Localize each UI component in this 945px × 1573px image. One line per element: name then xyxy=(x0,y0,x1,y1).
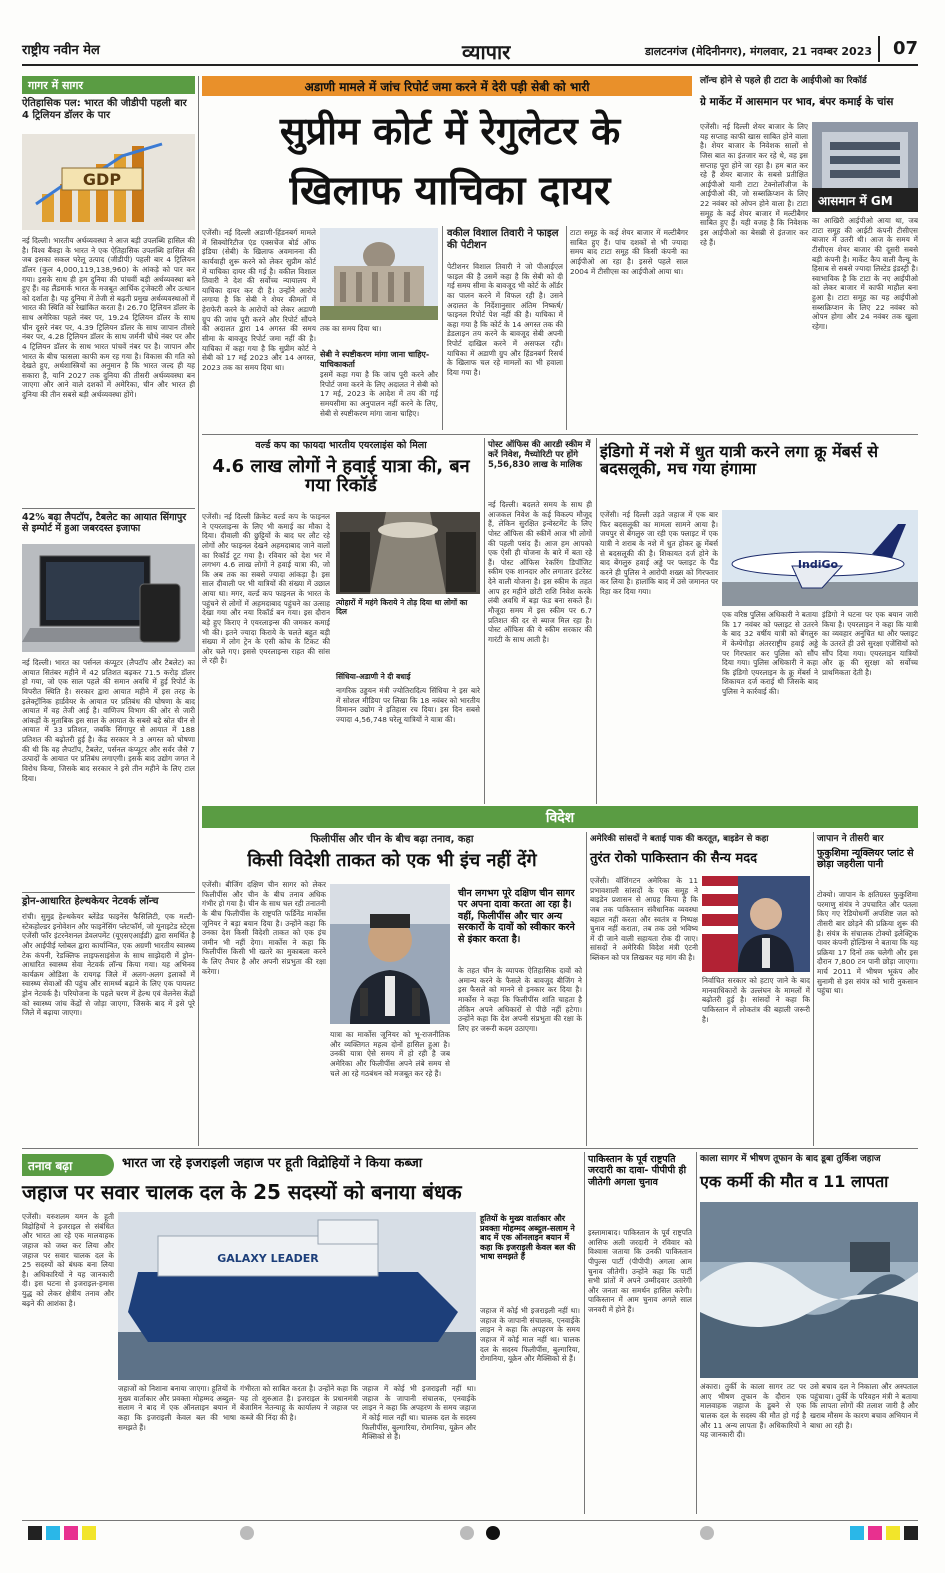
divider xyxy=(202,434,918,435)
turkey-kicker: काला सागर में भीषण तूफान के बाद डूबा तुर्किश जहाज xyxy=(700,1154,881,1164)
laptop-headline: 42% बढ़ा लैपटॉप, टैबलेट का आयात सिंगापुर से इम्पोर्ट में हुआ जबरदस्त इजाफा xyxy=(22,512,187,535)
column-rule xyxy=(442,226,443,430)
ph-kicker: फिलीपींस और चीन के बीच बढ़ा तनाव, कहा xyxy=(310,834,474,845)
wc-body-2: नागरिक उड्डयन मंत्री ज्योतिरादित्य सिंधिया ने इस बारे में सोशल मीडिया पर लिखा कि 18 नवंबर को भारतीय विमानन उद्योग ने इतिहास रच दिया। इस दिन सबसे ज्यादा 4,56,748 घरेलू यात्रियों ने यात्रा की। xyxy=(336,686,480,724)
page-number: 07 xyxy=(878,36,918,62)
pak-poll-headline: पाकिस्तान के पूर्व राष्ट्रपति जरदारी का दावा- पीपीपी ही जीतेगी अगला चुनाव xyxy=(588,1154,687,1188)
section-title: व्यापार xyxy=(462,40,511,64)
ship-headline: जहाज पर सवार चालक दल के 25 सदस्यों को बनाया बंधक xyxy=(22,1180,462,1204)
section-band-videsh: विदेश xyxy=(202,806,918,828)
divider xyxy=(22,892,195,893)
pak-poll-body: इस्लामाबाद। पाकिस्तान के पूर्व राष्ट्रपति आसिफ अली जरदारी ने रविवार को विश्वास जताया कि उनकी पाकिस्तान पीपुल्स पार्टी (पीपीपी) अगला आम चुनाव जीतेगी। उन्होंने कहा कि पार्टी सभी प्रांतों में अपने उम्मीदवार उतारेगी और जनता का समर्थन हासिल करेगी। पाकिस्तान में आम चुनाव अगले साल जनवरी में होने हैं। xyxy=(588,1228,692,1314)
top-story-kicker: अडाणी मामले में जांच रिपोर्ट जमा करने में देरी पड़ी सेबी को भारी xyxy=(202,76,692,96)
ph-headline: किसी विदेशी ताकत को एक भी इंच नहीं देंगे xyxy=(247,850,537,871)
ship-body-d: जहाज में कोई भी इजराइली नहीं था। जहाज के जापानी संचालक, एनवाईके लाइन ने कहा कि अपहरण के समय जहाज में कोई माल नहीं था। चालक दल के सदस्य फिलीपींस, बुल्गारिया, रोमानिया, यूक्रेन और मैक्सिको से हैं। xyxy=(362,1384,476,1442)
petition-box-body: पेटीशनर विशाल तिवारी ने जो पीआईएल फाइल की है उसमें कहा है कि सेबी को दी गई समय सीमा के बावजूद भी कोर्ट के ऑर्डर का पालन करने में विफल रही है। उसने अदालत के निर्देशानुसार अंतिम निष्कर्ष/फाइनल रिपोर्ट पेश नहीं की है। याचिका में कहा गया है कि कोर्ट के 14 अगस्त तक की डेडलाइन तय करने के बावजूद सेबी अपनी रिपोर्ट दाखिल करने में असफल रही। याचिका में अडाणी ग्रुप और हिंडनबर्ग रिसर्च के खिलाफ चल रहे मामलों का भी हवाला दिया गया है। xyxy=(447,262,563,377)
gdp-body: नई दिल्ली। भारतीय अर्थव्यवस्था ने आज बड़ी उपलब्धि हासिल की है। विश्व बैंक्ड़ा के भारत ने एक ऐतिहासिक उपलब्धि हासिल की जब इसका सकल घरेलू उत्पाद (जीडीपी) पहली बार 4 ट्रिलियन डॉलर (कुल 4,000,119,138,960) के आंकड़े को पार कर गया। इसके साथ ही हम दुनिया की पांचवीं बड़ी अर्थव्यवस्था बने हुए हैं। वह लैंडमार्क भारत के मजबूत आर्थिक ट्रजेक्टरी और उत्थान को दर्शाता है। यह दुनिया में तेजी से बढ़ती प्रमुख अर्थव्यवस्थाओं में भारत की स्थिति को रेखांकित करता है। 26.70 ट्रिलियन डॉलर के साथ अमेरिका पहले नंबर पर, 19.24 ट्रिलियन डॉलर के साथ चीन दूसरे नंबर पर, 4.39 ट्रिलियन डॉलर के साथ जापान तीसरे नंबर पर, 4.28 ट्रिलियन डॉलर के साथ जर्मनी चौथे नंबर पर और 4 ट्रिलियन डॉलर के साथ भारत पांचवें नंबर पर है। जापान और भारत के बीच फासला काफी कम रह गया है। विकास की गति को देखते हुए, अर्थशास्त्रियों का अनुमान है कि भारत जल्द ही यह सकारा है, यानि 2027 तक दुनिया की तीसरी अर्थव्यवस्था बन जाएगा और आने वाले दशकों में अमेरिका, चीन और भारत ही दुनिया की तीन सबसे बड़ी अर्थव्यवस्था होंगे। xyxy=(22,236,195,399)
top-story-subhead: सेबी ने स्पष्टीकरण मांगा जाना चाहिए- याचिकाकर्ता xyxy=(320,350,430,369)
column-rule xyxy=(813,832,814,1146)
section-band-gagar: गागर में सागर xyxy=(22,76,195,94)
gdp-chart-illustration xyxy=(22,134,195,230)
tata-body-c: का आखिरी आईपीओ आया था, जब टाटा समूह की आईटी कंपनी टीसीएस बाजार में उतरी थी। आज के समय में टीसीएस शेयर बाजार की दूसरी सबसे बड़ी कंपनी है। मार्केट कैप वाली वैल्यू के हिसाब से सबसे ज्यादा लिस्टेड इंडस्ट्री है। स्वाभाविक है कि टाटा के नए आईपीओ को लेकर बाजार में काफी माहौल बना हुआ है। टाटा समूह का यह आईपीओ सब्सक्रिप्शन के लिए 22 नवंबर को ओपन होगा और 24 नवंबर तक खुला रहेगा। xyxy=(812,216,918,331)
pak-headline: तुरंत रोको पाकिस्तान की सैन्य मदद xyxy=(590,851,758,866)
portrait-illustration xyxy=(330,884,450,1024)
date-line: डालटनगंज (मेदिनीनगर), मंगलवार, 21 नवम्बर 2023 xyxy=(645,45,872,58)
divider xyxy=(22,508,195,509)
petition-box-title: वकील विशाल तिवारी ने फाइल की पेटीशन xyxy=(447,228,559,251)
gdp-photo xyxy=(22,134,195,230)
wc-body: एजेंसी। नई दिल्ली क्रिकेट वर्ल्ड कप के फाइनल ने एयरलाइन्स के लिए भी कमाई का मौका दे दिया। दीवाली की छुट्टियों के बाद घर लौट रहे लोगों और फाइनल देखने अहमदाबाद जाने वालों का रिकॉर्ड टूट गया है। रविवार को देश भर में लगभग 4.6 लाख लोगों ने हवाई यात्रा की, जो कि अब तक का सबसे ज्यादा आंकड़ा है। इस साल दीवाली पर भी यात्रियों की संख्या में उछाल आया था। मगर, वर्ल्ड कप फाइनल के भारत के पहुंचने से लोगों में अहमदाबाद पहुंचने का उत्साह देखा गया और नया रिकॉर्ड बन गया। इस दौरान बड़े हुए किराए ने एयरलाइन्स की जमकर कमाई भी की। इतने ज्यादा किराये के चलते बहुत बड़ी संख्या में लोग ट्रेन के एसी कोच के टिकट की ओर चले गए। इससे एयरलाइन्स राहत की सांस ले रही है। xyxy=(202,512,330,666)
ship-body-a: एजेंसी। यरुशलम यमन के हूती विद्रोहियों ने इजराइल से संबंधित और भारत आ रहे एक मालवाहक जहाज को जब्त कर लिया और जहाज पर सवार चालक दल के 25 सदस्यों को बंधक बना लिया है। अधिकारियों ने यह जानकारी दी। इस घटना से इजराइल-हमास युद्ध को लेकर क्षेत्रीय तनाव और बढ़ने की आशंका है। xyxy=(22,1212,114,1308)
top-story-headline-1: सुप्रीम कोर्ट में रेगुलेटर के xyxy=(279,109,621,153)
registration-dot xyxy=(240,1526,254,1540)
registration-dot xyxy=(486,1526,500,1540)
column-rule xyxy=(696,1152,697,1514)
tata-kicker: लॉन्च होने से पहले ही टाटा के आईपीओ का रिकॉर्ड xyxy=(700,76,867,86)
storm-photo xyxy=(700,1202,918,1378)
indigo-body-b: एक वरिष्ठ पुलिस अधिकारी ने बताया कि 17 नवंबर को फ्लाइट से उतरने के बाद 32 वर्षीय यात्री को बेंगलुरु में केम्पेगौड़ा अंतरराष्ट्रीय हवाई अड्डे पर गिरफ्तार कर पुलिस को सौंप दिया गया। पुलिस अधिकारी ने कहा कि इंडिगो एयरलाइन के क्रू मेंबर्स ने शिकायत दर्ज कराई थी जिसके बाद पुलिस ने कार्रवाई की। xyxy=(722,610,818,696)
color-registration-mark xyxy=(850,1526,864,1540)
po-body: नई दिल्ली। बदलते समय के साथ ही आजकल निवेश के कई विकल्प मौजूद हैं, लेकिन सुरक्षित इन्वेस्टमेंट के लिए पोस्ट ऑफिस की स्कीमें आज भी लोगों की पहली पसंद हैं। आज हम आपको एक ऐसी ही योजना के बारे में बता रहे हैं। पोस्ट ऑफिस रेकरिंग डिपॉजिट स्कीम एक शानदार और लगातार इंटरेस्ट देने वाली योजना है। इस स्कीम के तहत आप हर महीने छोटी राशि निवेश करके लंबी अवधि में बड़ा फंड बना सकते हैं। मौजूदा समय में इस स्कीम पर 6.7 प्रतिशत की दर से ब्याज मिल रहा है। पोस्ट ऑफिस की ये स्कीम सरकार की गारंटी के साथ आती है। xyxy=(488,500,592,644)
indigo-plane-photo xyxy=(722,510,918,606)
column-rule xyxy=(484,438,485,804)
registration-dot xyxy=(460,1526,474,1540)
color-registration-mark xyxy=(904,1526,918,1540)
top-story-body-b: इसमें कहा गया है कि जांच पूरी करने और रिपोर्ट जमा करने के लिए अदालत ने सेबी को 17 मई, 2023 के आदेश में तय की गई समयसीमा का अनुपालन नहीं करने के लिए, सेबी से स्पष्टीकरण मांगा जाना चाहिए। xyxy=(320,370,438,418)
color-registration-mark xyxy=(28,1526,42,1540)
gdp-headline: ऐतिहासिक पल: भारत की जीडीपी पहली बार 4 ट्रिलियन डॉलर के पार xyxy=(22,98,187,121)
color-registration-mark xyxy=(64,1526,78,1540)
turkey-body-b: उसे बचाव दल ने निकाला और अस्पताल पहुंचाया। तुर्की के परिवहन मंत्री ने बताया कि लापता लोगों की तलाश जारी है और खराब मौसम के कारण बचाव अभियान में बाधा आ रही है। xyxy=(810,1382,918,1430)
ship-body-b: जहाजों को निशाना बनाया जाएगा। हूतियों के मुख्य वार्ताकार और प्रवक्ता मोहम्मद अब्दुल-सलाम ने बाद में एक ऑनलाइन बयान में कहा कि इजराइली केवल बल की भाषा समझते हैं। xyxy=(118,1384,236,1432)
registration-dot xyxy=(700,1526,714,1540)
color-registration-mark xyxy=(868,1526,882,1540)
wc-headline: 4.6 लाख लोगों ने हवाई यात्रा की, बन गया रिकॉर्ड xyxy=(212,456,470,496)
ph-body-c: के तहत चीन के व्यापक ऐतिहासिक दावों को अमान्य करने के फैसले के बावजूद बीजिंग ने इस फैसले को मानने से इनकार कर दिया है। मार्कोस ने कहा कि फिलीपींस शांति चाहता है लेकिन अपने अधिकारों से पीछे नहीं हटेगा। उन्होंने कहा कि देश अपनी संप्रभुता की रक्षा के लिए हर जरूरी कदम उठाएगा। xyxy=(458,966,582,1033)
aircraft-illustration xyxy=(722,510,918,606)
drone-headline: ड्रोन-आधारित हेल्थकेयर नेटवर्क लॉन्च xyxy=(22,896,159,907)
color-registration-mark xyxy=(46,1526,60,1540)
top-story-headline-2: खिलाफ याचिका दायर xyxy=(289,168,611,214)
ship-tag: तनाव बढ़ा xyxy=(22,1154,114,1176)
japan-headline: फुकुशिमा न्यूक्लियर प्लांट से छोड़ा जहरीला पानी xyxy=(817,848,914,871)
court-caption: तक का समय दिया था। xyxy=(320,324,382,333)
column-rule xyxy=(586,832,587,1146)
column-rule xyxy=(596,438,597,804)
ph-body-a: एजेंसी। बीजिंग दक्षिण चीन सागर को लेकर फिलीपींस और चीन के बीच तनाव अधिक गंभीर हो गया है। चीन के साथ चल रही तनातनी के बीच फिलीपींस के राष्ट्रपति फर्डिनेंड मार्कोस जूनियर ने बड़ा बयान दिया है। उन्होंने कहा कि उनका देश किसी विदेशी ताकत को एक इंच जमीन भी नहीं देगा। मार्कोस ने कहा कि फिलीपींस किसी भी खतरे का मुकाबला करने के लिए तैयार है और अपनी संप्रभुता की रक्षा करेगा। xyxy=(202,880,326,976)
ship-pullquote: हूतियों के मुख्य वार्ताकार और प्रवक्ता मोहम्मद अब्दुल-सलाम ने बाद में एक ऑनलाइन बयान में कहा कि इजराइली केवल बल की भाषा समझते हैं xyxy=(480,1214,576,1262)
column-rule xyxy=(584,1152,585,1514)
turkey-body-a: अंकारा। तुर्की के काला सागर तट पर आए भीषण तूफान के दौरान एक मालवाहक जहाज के डूबने से एक चालक दल के सदस्य की मौत हो गई है और 11 अन्य लापता हैं। अधिकारियों ने यह जानकारी दी। xyxy=(700,1382,806,1440)
storm-wave-illustration xyxy=(700,1202,918,1378)
ph-body-b: यात्रा का मार्कोस जूनियर को भू-राजनीतिक और व्यक्तिगत महत्व दोनों हासिल हुआ है। उनकी यात्रा ऐसे समय में हो रही है जब अमेरिका और फिलीपींस अपने लंबे समय से चले आ रहे गठबंधन को मजबूत कर रहे हैं। xyxy=(330,1030,450,1078)
laptop-illustration xyxy=(22,544,195,652)
wc-kicker: वर्ल्ड कप का फायदा भारतीय एयरलाइंस को मिला xyxy=(255,440,427,451)
pak-body: एजेंसी। वॉशिंगटन अमेरिका के 11 प्रभावशाली सांसदों के एक समूह ने बाइडेन प्रशासन से आग्रह किया है कि जब तक पाकिस्तान संवैधानिक व्यवस्था बहाल नहीं करता और स्वतंत्र व निष्पक्ष चुनाव नहीं कराता, तब तक उसे भविष्य में दी जाने वाली सहायता रोक दी जाए। सांसदों ने अमेरिकी विदेश मंत्री एंटनी ब्लिंकन को पत्र लिखकर यह मांग की है। xyxy=(590,876,698,962)
supreme-court-illustration xyxy=(320,228,438,320)
divider xyxy=(22,1148,918,1149)
tata-headline: ग्रे मार्केट में आसमान पर भाव, बंपर कमाई के चांस xyxy=(700,96,894,108)
column-rule xyxy=(566,226,567,430)
masthead xyxy=(22,36,918,66)
ship-body-c: गंभीरता को साबित करता है। उन्होंने कहा कि यह तो शुरुआत है। इजराइल के प्रधानमंत्री बेंजामिन नेतन्याहू के कार्यालय ने जहाज पर कब्जे की निंदा की है। xyxy=(240,1384,358,1422)
ship-kicker: भारत जा रहे इजराइली जहाज पर हूती विद्रोहियों ने किया कब्जा xyxy=(122,1156,423,1171)
paper-name: राष्ट्रीय नवीन मेल xyxy=(22,43,100,58)
tata-body-a: एजेंसी। नई दिल्ली शेयर बाजार के लिए यह सप्ताह काफी खास साबित होने वाला है। शेयर बाजार के निवेशक सालों से जिस बात का इंतजार कर रहे थे, वह इस सप्ताह पूरा होने जा रहा है। हम बात कर रहे हैं शेयर बाजार के सबसे प्रतीक्षित आईपीओ यानी टाटा टेक्नोलॉजीज के आईपीओ की, जो सब्सक्रिप्शन के लिए 22 नवंबर को ओपन होने वाला है। टाटा समूह के कई शेयर बाजार में मल्टीबैगर साबित हुए हैं। यही वजह है कि निवेशक इस आईपीओ का बेसब्री से इंतजार कर रहे हैं। xyxy=(700,122,808,247)
galaxy-leader-photo xyxy=(118,1212,476,1380)
wc-subhead-2: सिंधिया-अडाणी ने दी बधाई xyxy=(336,672,411,681)
ph-pullquote: चीन लगभग पूरे दक्षिण चीन सागर पर अपना दावा करता आ रहा है। वहीं, फिलीपींस और चार अन्य सरकारों के दावों को स्वीकार करने से इंकार करता है। xyxy=(458,888,575,945)
divider xyxy=(22,1520,918,1521)
color-registration-mark xyxy=(82,1526,96,1540)
portrait-flag-illustration xyxy=(702,876,810,972)
gdp-photo-label: GDP xyxy=(82,170,122,189)
airplane-cabin-photo xyxy=(336,512,480,594)
column-rule xyxy=(198,76,199,1146)
blinken-photo xyxy=(702,876,810,972)
cabin-illustration xyxy=(336,512,480,594)
turkey-headline: एक कर्मी की मौत व 11 लापता xyxy=(700,1172,889,1191)
ship-body-e: जहाज में कोई भी इजराइली नहीं था। जहाज के जापानी संचालक, एनवाईके लाइन ने कहा कि अपहरण के समय जहाज में कोई माल नहीं था। चालक दल के सदस्य फिलीपींस, बुल्गारिया, रोमानिया, यूक्रेन और मैक्सिको से हैं। xyxy=(480,1306,580,1364)
indigo-body-c: इंडिगो ने घटना पर एक बयान जारी किया है। एयरलाइन ने कहा कि यात्री का व्यवहार अनुचित था और फ्लाइट के उतरते ही उसे सुरक्षा एजेंसियों को सौंप दिया गया। एयरलाइन यात्रियों और क्रू की सुरक्षा को सर्वोच्च प्राथमिकता देती है। xyxy=(822,610,918,677)
laptop-photo xyxy=(22,544,195,652)
tata-body-overflow: टाटा समूह के कई शेयर बाजार में मल्टीबैगर साबित हुए हैं। पांच दशकों से भी ज्यादा समय बाद टाटा समूह की किसी कंपनी का आईपीओ आ रहा है। इससे पहले साल 2004 में टीसीएस का आईपीओ आया था। xyxy=(570,228,688,276)
color-registration-mark xyxy=(886,1526,900,1540)
ship-illustration xyxy=(118,1212,476,1380)
japan-body: टोक्यो। जापान के क्षतिग्रस्त फुकुशिमा परमाणु संयंत्र ने उपचारित और पतला किए गए रेडियोधर्मी अपशिष्ट जल को तीसरी बार छोड़ने की प्रक्रिया शुरू की है। संयंत्र के संचालक टोक्यो इलेक्ट्रिक पावर कंपनी होल्डिंग्स ने बताया कि यह प्रक्रिया 17 दिनों तक चलेगी और इस दौरान 7,800 टन पानी छोड़ा जाएगा। मार्च 2011 में भीषण भूकंप और सुनामी से इस संयंत्र को भारी नुकसान पहुंचा था। xyxy=(817,890,918,996)
court-photo xyxy=(320,228,438,320)
pak-kicker: अमेरिकी सांसदों ने बताई पाक की करतूत, बाइडेन से कहा xyxy=(590,834,769,844)
tata-photo xyxy=(812,122,918,212)
wc-subhead: त्योहारों में महंगे किराये ने तोड़ दिया था लोगों का दिल xyxy=(336,598,468,616)
indigo-logo-text: IndiGo xyxy=(797,558,839,571)
marcos-photo xyxy=(330,884,450,1024)
po-kicker: पोस्ट ऑफिस की आरडी स्कीम में करें निवेश, मैच्योरिटी पर होंगे 5,56,830 लाख के मालिक xyxy=(488,440,591,471)
tata-photo-caption: आसमान में GM xyxy=(818,194,893,208)
drone-body: रांची। सुमुद्र हेल्थकेयर ब्लेंडेड फाइनेंस फैसिलिटी, एक मल्टी-स्टेकहोल्डर इनोवेशन और फाइनेंसिंग प्लेटफॉर्म, जो यूनाइटेड स्टेट्स एजेंसी फॉर इंटरनेशनल डेवलपमेंट (यूएसएआईडी) द्वारा समर्थित है और आईपीई ग्लोबल द्वारा कार्यान्वित, एक अग्रणी भारतीय स्वास्थ्य टेक कंपनी, रेडक्लिफ लाइफसाइंसेज के साथ साझेदारी में ड्रोन-आधारित स्वास्थ्य सेवा नेटवर्क लॉन्च किया गया। यह अभिनव कार्यक्रम ओडिशा के रायगढ़ जिले में अलग-अलग इलाकों में स्वास्थ्य सेवाओं की पहुंच और सामर्थ्य बढ़ाने के लिए एक पायलट ड्रोन नेटवर्क है। परियोजना के पहले चरण में हेल्थ एवं वेलनेस केंद्रों को स्वास्थ्य जांच केंद्रों से जोड़ा जाएगा, जिसके बाद में इसे पूरे जिले में बढ़ाया जाएगा। xyxy=(22,912,195,1018)
laptop-body: नई दिल्ली। भारत का पर्सनल कंप्यूटर (लैपटॉप और टैबलेट) का आयात सितंबर महीने में 42 प्रतिशत बढ़कर 71.5 करोड़ डॉलर हो गया, जो एक साल पहले की समान अवधि में हुई रिपोर्ट के विपरीत स्थिति है। सरकार द्वारा आयात महीने में इस तरह के इलेक्ट्रॉनिक हार्डवेयर के आयात पर प्रतिबंध की घोषणा के बाद आयात में वह तेजी आई है। वाणिज्य विभाग की ओर से जारी आंकड़ों के मुताबिक इस साल के आयात के सबसे बड़े स्रोत चीन से आयात में 33 प्रतिशत, जबकि सिंगापुर से आयात में 188 प्रतिशत की बढ़ोतरी हुई है। केंद्र सरकार ने 3 अगस्त को घोषणा की थी कि वह लैपटॉप, टैबलेट, पर्सनल कंप्यूटर और सर्वर जैसे 7 उत्पादों के आयात पर प्रतिबंध लगाएगी। इसके बाद उद्योग जगत ने विरोध किया, जिसके बाद सरकार ने इसे तीन महीने के लिए टाल दिया। xyxy=(22,658,195,783)
pak-body-b: निर्वाचित सरकार को हटाए जाने के बाद मानवाधिकारों के उल्लंघन के मामलों में बढ़ोतरी हुई है। सांसदों ने कहा कि पाकिस्तान में लोकतंत्र की बहाली जरूरी है। xyxy=(702,976,810,1024)
indigo-headline: इंडिगो में नशे में धुत यात्री करने लगा क्रू मेंबर्स से बदसलूकी, मच गया हंगामा xyxy=(600,442,879,478)
japan-kicker: जापान ने तीसरी बार xyxy=(817,834,884,844)
ship-name-text: GALAXY LEADER xyxy=(217,1252,319,1265)
top-story-body-a: एजेंसी। नई दिल्ली अडाणी-हिंडनबर्ग मामले में सिक्योरिटीज एंड एक्सचेंज बोर्ड ऑफ इंडिया (सेबी) के खिलाफ अवमानना की कार्यवाही शुरू करने को लेकर सुप्रीम कोर्ट में याचिका दायर की गई है। वकील विशाल तिवारी ने देश की सर्वोच्च न्यायालय में याचिका दायर कर दी है। उन्होंने आरोप लगाया है कि सेबी ने शेयर कीमतों में हेराफेरी करने के आरोपों को लेकर अडाणी ग्रुप की जांच पूरी करने और रिपोर्ट सौंपने की अदालत द्वारा 14 अगस्त की समय सीमा के बावजूद रिपोर्ट जमा नहीं की है। याचिका में कहा गया है कि सुप्रीम कोर्ट ने सेबी को 17 मई 2023 और 14 अगस्त, 2023 तक का समय दिया था। xyxy=(202,228,316,372)
indigo-body-a: एजेंसी। नई दिल्ली उड़ते जहाज में एक बार फिर बदसलूकी का मामला सामने आया है। जयपुर से बेंगलुरु जा रही एक फ्लाइट में एक यात्री ने शराब के नशे में धुत होकर क्रू मेंबर्स से बदसलूकी की है। शिकायत दर्ज होने के बाद बेंगलुरु हवाई अड्डे पर फ्लाइट के पैंड करने ही पुलिस ने आरोपी शख्स को गिरफ्तार कर लिया है। हालांकि बाद में उसे जमानत पर रिहा कर दिया गया। xyxy=(600,510,718,596)
